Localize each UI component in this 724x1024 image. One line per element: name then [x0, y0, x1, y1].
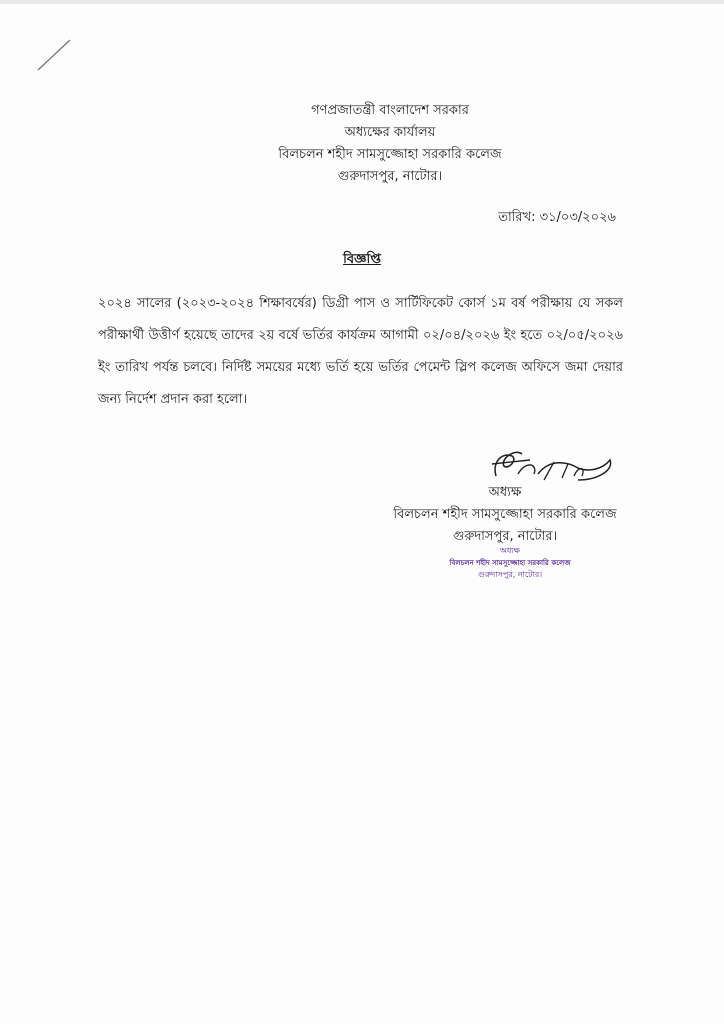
signatory-college: বিলচলন শহীদ সামসুজ্জোহা সরকারি কলেজ: [393, 507, 617, 522]
notice-title-wrap: [0, 248, 724, 271]
official-stamp: [410, 545, 610, 581]
notice-date: তারিখ: ৩১/০৩/২০২৬: [498, 210, 616, 225]
scan-edge: [0, 0, 724, 4]
stamp-college: বিলচলন শহীদ সামসুজ্জোহা সরকারি কলেজ: [449, 559, 571, 567]
notice-title: বিজ্ঞপ্তি: [343, 252, 381, 267]
signatory-location: গুরুদাসপুর, নাটোর।: [452, 529, 558, 544]
signature-block: [360, 482, 650, 548]
pen-mark-icon: [30, 38, 76, 74]
office-name: অধ্যক্ষের কার্যালয়: [344, 125, 436, 140]
stamp-designation: অধ্যক্ষ: [499, 546, 521, 555]
stamp-location: গুরুদাসপুর, নাটোর।: [477, 570, 543, 579]
notice-body: ২০২৪ সালের (২০২৩-২০২৪ শিক্ষাবর্ষের) ডিগ্রী পাস ও সার্টিফিকেট কোর্স ১ম বর্ষ পরীক্ষায় যে সকল পরীক্ষার্থী উত্তীর্ণ হয়েছে তাদের ২য় বর্ষে ভর্তির কার্যক্রম আগামী ০২/০৪/২০২৬ ইং হতে ০২/০৫/২০২৬ ইং তারিখ পর্যন্ত চলবে। নির্দিষ্ট সময়ের মধ্যে ভর্তি হয়ে ভর্তির পেমেন্ট স্লিপ কলেজ অফিসে জমা দেয়ার জন্য নির্দেশ প্রদান করা হলো।: [98, 296, 623, 407]
college-location: গুরুদাসপুর, নাটোর।: [337, 169, 443, 184]
college-name: বিলচলন শহীদ সামসুজ্জোহা সরকারি কলেজ: [278, 147, 502, 162]
letterhead: [200, 100, 580, 188]
signatory-designation: অধ্যক্ষ: [488, 485, 522, 500]
government-name: গণপ্রজাতন্ত্রী বাংলাদেশ সরকার: [311, 103, 469, 118]
